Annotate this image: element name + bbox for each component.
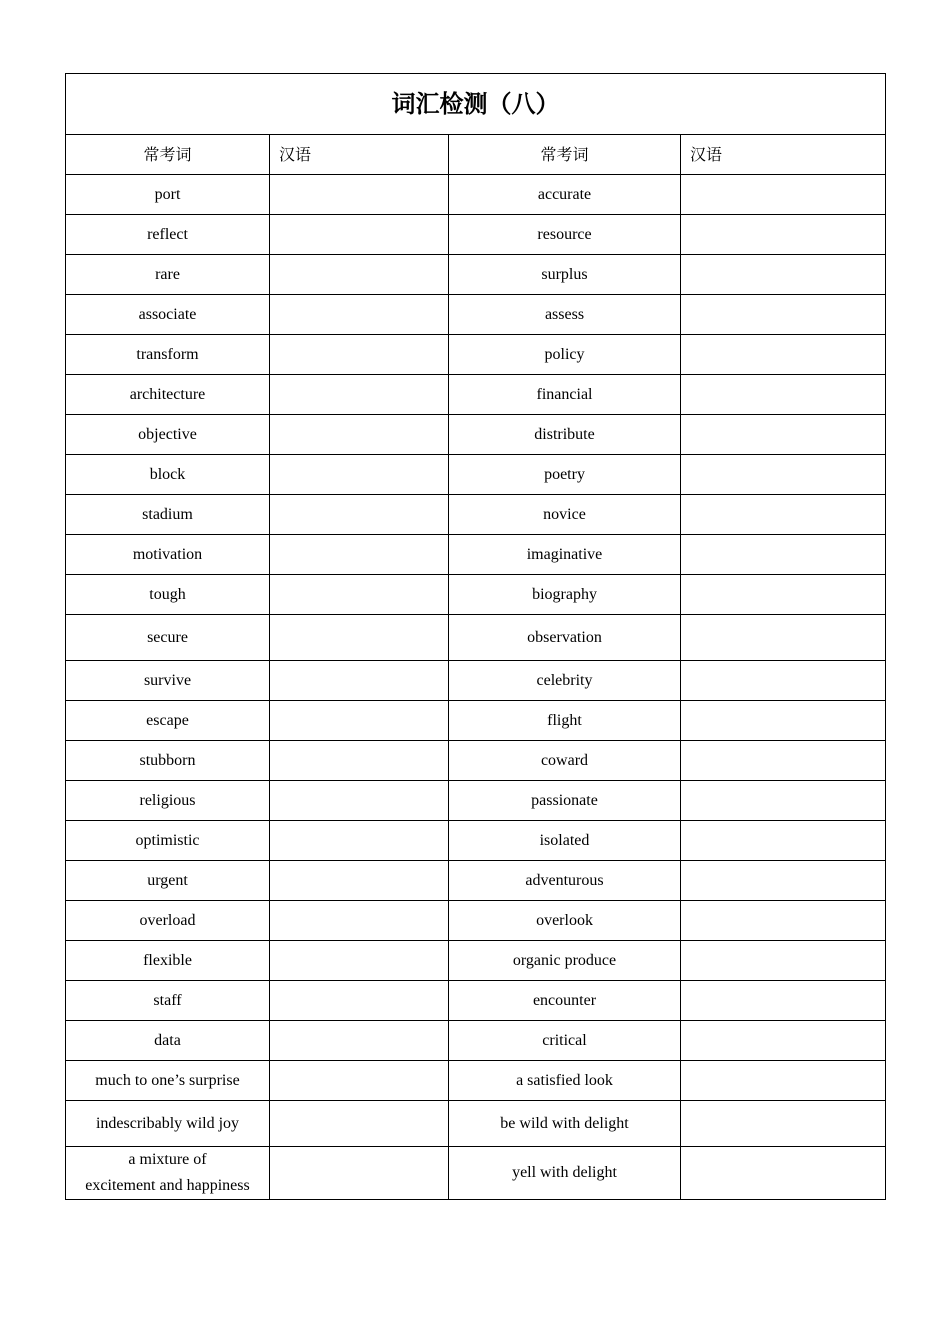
table-row (66, 535, 886, 575)
answer-cell-right[interactable] (681, 455, 886, 495)
answer-cell-left[interactable] (270, 335, 449, 375)
word-right: critical (449, 1021, 681, 1061)
word-left: tough (66, 575, 270, 615)
answer-cell-right[interactable] (681, 335, 886, 375)
answer-cell-left[interactable] (270, 535, 449, 575)
table-row (66, 1101, 886, 1147)
table-row (66, 781, 886, 821)
answer-cell-left[interactable] (270, 701, 449, 741)
word-left: reflect (66, 215, 270, 255)
answer-cell-right[interactable] (681, 861, 886, 901)
table-row (66, 821, 886, 861)
answer-cell-left[interactable] (270, 375, 449, 415)
answer-cell-left[interactable] (270, 495, 449, 535)
answer-cell-left[interactable] (270, 255, 449, 295)
answer-cell-right[interactable] (681, 981, 886, 1021)
answer-cell-left[interactable] (270, 1147, 449, 1200)
page-title: 词汇检测（八） (66, 74, 886, 135)
word-right: policy (449, 335, 681, 375)
word-right: surplus (449, 255, 681, 295)
table-row (66, 615, 886, 661)
table-row (66, 575, 886, 615)
word-right: a satisfied look (449, 1061, 681, 1101)
answer-cell-left[interactable] (270, 981, 449, 1021)
answer-cell-right[interactable] (681, 295, 886, 335)
answer-cell-right[interactable] (681, 901, 886, 941)
answer-cell-right[interactable] (681, 175, 886, 215)
word-left: stadium (66, 495, 270, 535)
answer-cell-left[interactable] (270, 781, 449, 821)
answer-cell-right[interactable] (681, 375, 886, 415)
table-row (66, 1061, 886, 1101)
answer-cell-right[interactable] (681, 821, 886, 861)
table-row (66, 295, 886, 335)
answer-cell-right[interactable] (681, 615, 886, 661)
word-left: architecture (66, 375, 270, 415)
answer-cell-right[interactable] (681, 661, 886, 701)
header-word-1: 常考词 (66, 135, 270, 175)
word-left-line-2: excitement and happiness (85, 1177, 250, 1194)
word-left: data (66, 1021, 270, 1061)
answer-cell-left[interactable] (270, 575, 449, 615)
answer-cell-left[interactable] (270, 661, 449, 701)
table-row (66, 901, 886, 941)
word-right: yell with delight (449, 1147, 681, 1200)
word-left: motivation (66, 535, 270, 575)
word-right: financial (449, 375, 681, 415)
word-right: accurate (449, 175, 681, 215)
word-right: adventurous (449, 861, 681, 901)
table-row (66, 215, 886, 255)
word-left: overload (66, 901, 270, 941)
answer-cell-right[interactable] (681, 415, 886, 455)
word-left: staff (66, 981, 270, 1021)
word-left: block (66, 455, 270, 495)
table-row (66, 1147, 886, 1200)
table-row (66, 375, 886, 415)
word-right: observation (449, 615, 681, 661)
answer-cell-left[interactable] (270, 215, 449, 255)
answer-cell-right[interactable] (681, 495, 886, 535)
table-row (66, 455, 886, 495)
answer-cell-right[interactable] (681, 941, 886, 981)
title-row (66, 74, 886, 135)
word-left: rare (66, 255, 270, 295)
answer-cell-right[interactable] (681, 535, 886, 575)
answer-cell-left[interactable] (270, 861, 449, 901)
word-left: urgent (66, 861, 270, 901)
word-right: distribute (449, 415, 681, 455)
answer-cell-right[interactable] (681, 1021, 886, 1061)
answer-cell-right[interactable] (681, 1147, 886, 1200)
word-right: poetry (449, 455, 681, 495)
answer-cell-left[interactable] (270, 1061, 449, 1101)
word-right: assess (449, 295, 681, 335)
word-left: port (66, 175, 270, 215)
word-right: celebrity (449, 661, 681, 701)
answer-cell-right[interactable] (681, 255, 886, 295)
table-row (66, 415, 886, 455)
answer-cell-left[interactable] (270, 175, 449, 215)
table-row (66, 861, 886, 901)
word-right: isolated (449, 821, 681, 861)
word-left: associate (66, 295, 270, 335)
word-left: religious (66, 781, 270, 821)
table-row (66, 1021, 886, 1061)
word-left: much to one’s surprise (66, 1061, 270, 1101)
word-left: secure (66, 615, 270, 661)
word-left: transform (66, 335, 270, 375)
word-left: flexible (66, 941, 270, 981)
answer-cell-right[interactable] (681, 1061, 886, 1101)
header-chinese-2: 汉语 (681, 135, 886, 175)
word-left: survive (66, 661, 270, 701)
word-right: be wild with delight (449, 1101, 681, 1147)
table-row (66, 661, 886, 701)
table-row (66, 335, 886, 375)
answer-cell-right[interactable] (681, 575, 886, 615)
answer-cell-left[interactable] (270, 901, 449, 941)
word-left: escape (66, 701, 270, 741)
table-row (66, 941, 886, 981)
answer-cell-left[interactable] (270, 615, 449, 661)
answer-cell-left[interactable] (270, 821, 449, 861)
table-row (66, 495, 886, 535)
answer-cell-left[interactable] (270, 941, 449, 981)
word-right: resource (449, 215, 681, 255)
table-row (66, 741, 886, 781)
word-left: objective (66, 415, 270, 455)
word-left-line-1: a mixture of (128, 1151, 207, 1168)
answer-cell-left[interactable] (270, 455, 449, 495)
word-right: biography (449, 575, 681, 615)
word-right: novice (449, 495, 681, 535)
word-left (66, 1147, 270, 1200)
word-right: passionate (449, 781, 681, 821)
answer-cell-right[interactable] (681, 701, 886, 741)
table-row (66, 981, 886, 1021)
word-right: organic produce (449, 941, 681, 981)
answer-cell-right[interactable] (681, 215, 886, 255)
answer-cell-right[interactable] (681, 741, 886, 781)
word-left: stubborn (66, 741, 270, 781)
word-left: indescribably wild joy (66, 1101, 270, 1147)
answer-cell-left[interactable] (270, 741, 449, 781)
answer-cell-right[interactable] (681, 781, 886, 821)
header-row (66, 135, 886, 175)
vocabulary-table (65, 73, 886, 1200)
word-right: coward (449, 741, 681, 781)
word-right: encounter (449, 981, 681, 1021)
word-right: overlook (449, 901, 681, 941)
table-row (66, 255, 886, 295)
word-right: flight (449, 701, 681, 741)
answer-cell-left[interactable] (270, 1101, 449, 1147)
answer-cell-left[interactable] (270, 415, 449, 455)
header-word-2: 常考词 (449, 135, 681, 175)
answer-cell-left[interactable] (270, 1021, 449, 1061)
header-chinese-1: 汉语 (270, 135, 449, 175)
word-left: optimistic (66, 821, 270, 861)
word-right: imaginative (449, 535, 681, 575)
table-row (66, 175, 886, 215)
answer-cell-left[interactable] (270, 295, 449, 335)
answer-cell-right[interactable] (681, 1101, 886, 1147)
table-row (66, 701, 886, 741)
